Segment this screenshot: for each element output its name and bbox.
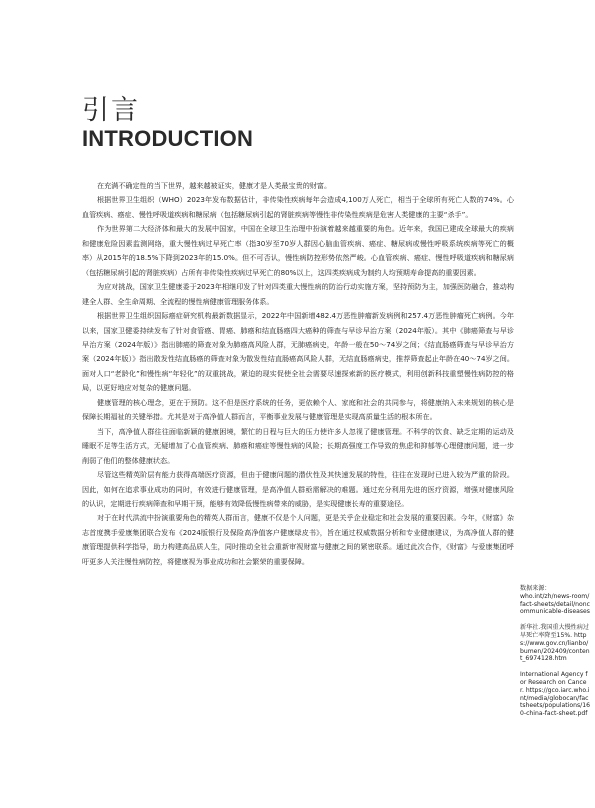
data-sources-sidebar — [520, 585, 590, 726]
source-note: International Agency for Research on Cancer. https://gco.iarc.who.int/media/globocan/factsheets/populations/160-china-fact-sheet.pdf — [520, 671, 590, 718]
paragraph: 当下，高净值人群往往面临新颖的健康困境，繁忙的日程与巨大的压力使许多人忽视了健康管理。不科学的饮食、缺乏定期的运动及睡眠不足等生活方式，无疑增加了心血管疾病、肺癌和癌症等慢性病的风险；长期高强度工作导致的焦虑和抑郁等心理健康问题，进一步削弱了他们的整体健康状态。 — [82, 426, 514, 465]
page-title-chinese: 引言 — [82, 95, 140, 126]
paragraph: 根据世界卫生组织国际癌症研究机构最新数据显示，2022年中国新增482.4万恶性肿瘤新发病例和257.4万恶性肿瘤死亡病例。今年以来，国家卫健委持续发布了针对食管癌、胃癌、肺癌和结直肠癌四大癌种的筛查与早诊早治方案（2024年版）。其中《肺癌筛查与早诊早治方案（2024年版）》指出肺癌的筛查对象为肺癌高风险人群，无肺癌病史，年龄一般在50～74岁之间；《结直肠癌筛查与早诊早治方案（2024年版）》指出散发性结直肠癌的筛查对象为散发性结直肠癌高风险人群，无结直肠癌病史，推荐筛查起止年龄在40～74岁之间。面对人口“老龄化”和慢性病“年轻化”的双重挑战，紧迫的现实促使全社会需要尽速探索新的医疗模式，利用创新科技重塑慢性病防控的格局，以更好地应对复杂的健康问题。 — [82, 311, 514, 393]
paragraph: 尽管这些精英阶层有能力获得高端医疗资源，但由于健康问题的潜伏性及其快速发展的特性，往往在发现时已进入较为严重的阶段。因此，如何在追求事业成功的同时，有效进行健康管理，是高净值人群亟需解决的难题。通过充分利用先进的医疗资源，增强对健康风险的认识，定期进行疾病筛查和早期干预，能够有效降低慢性病带来的威胁，是实现健康长寿的重要途径。 — [82, 470, 514, 508]
paragraph: 健康管理的核心理念，更在于预防。这不但是医疗系统的任务，更依赖个人、家庭和社会的共同参与，将健康纳入未来规划的核心是保障长期福祉的关键举措。尤其是对于高净值人群而言，平衡事业发展与健康管理是实现高质量生活的根本所在。 — [82, 397, 514, 422]
source-note: who.int/zh/news-room/fact-sheets/detail/noncommunicable-diseases — [520, 592, 590, 616]
paragraph: 对于在时代洪流中扮演重要角色的精英人群而言，健康不仅是个人问题，更是关乎企业稳定和社会发展的重要因素。今年，《财富》杂志首度携手爱康集团联合发布《2024版银行及保险高净值客户健康绿皮书》，旨在通过权威数据分析和专业健康建议，为高净值人群的健康管理提供科学指导，助力构建高品质人生，同时推动全社会重新审视财富与健康之间的紧密联系。通过此次合作，《财富》与爱康集团呼吁更多人关注慢性病防控，将健康视为事业成功和社会繁荣的重要保障。 — [82, 513, 514, 566]
paragraph: 根据世界卫生组织（WHO）2023年发布数据估计，非传染性疾病每年会造成4,100万人死亡，相当于全球所有死亡人数的74%。心血管疾病、癌症、慢性呼吸道疾病和糖尿病（包括糖尿病引起的肾脏疾病等慢性非传染性疾病是危害人类健康的主要“杀手”。 — [82, 195, 514, 219]
sidebar-label: 数据来源： — [520, 585, 551, 592]
paragraph: 在充满不确定性的当下世界，越来越被证实，健康才是人类最宝贵的财富。 — [97, 181, 332, 190]
paragraph: 为应对挑战，国家卫生健康委于2023年相继印发了针对四类重大慢性病的防治行动实施方案，坚持预防为主，加强医防融合，推动构建全人群、全生命周期、全流程的慢性病健康管理服务体系。 — [82, 282, 514, 306]
source-note: 新华社.我国重大慢性病过早死亡率降至15%. https://www.gov.cn/lianbo/bumen/202409/content_6974128.htm — [520, 624, 590, 663]
paragraph: 作为世界第二大经济体和最大的发展中国家，中国在全球卫生治理中扮演着越来越重要的角色。近年来，我国已建成全球最大的疾病和健康危险因素监测网络，重大慢性病过早死亡率（指30岁至70岁人群因心脑血管疾病、癌症、糖尿病或慢性呼吸系统疾病等死亡的概率）从2015年的18.5%下降到2023年的15.0%。但不可否认，慢性病防控形势依然严峻。心血管疾病、癌症、慢性呼吸道疾病和糖尿病（包括糖尿病引起的肾脏疾病）占所有非传染性疾病过早死亡的80%以上，这四类疾病成为制约人均预期寿命提高的重要因素。 — [82, 224, 514, 277]
article-body — [82, 179, 514, 569]
page-title-english: INTRODUCTION — [82, 126, 254, 151]
